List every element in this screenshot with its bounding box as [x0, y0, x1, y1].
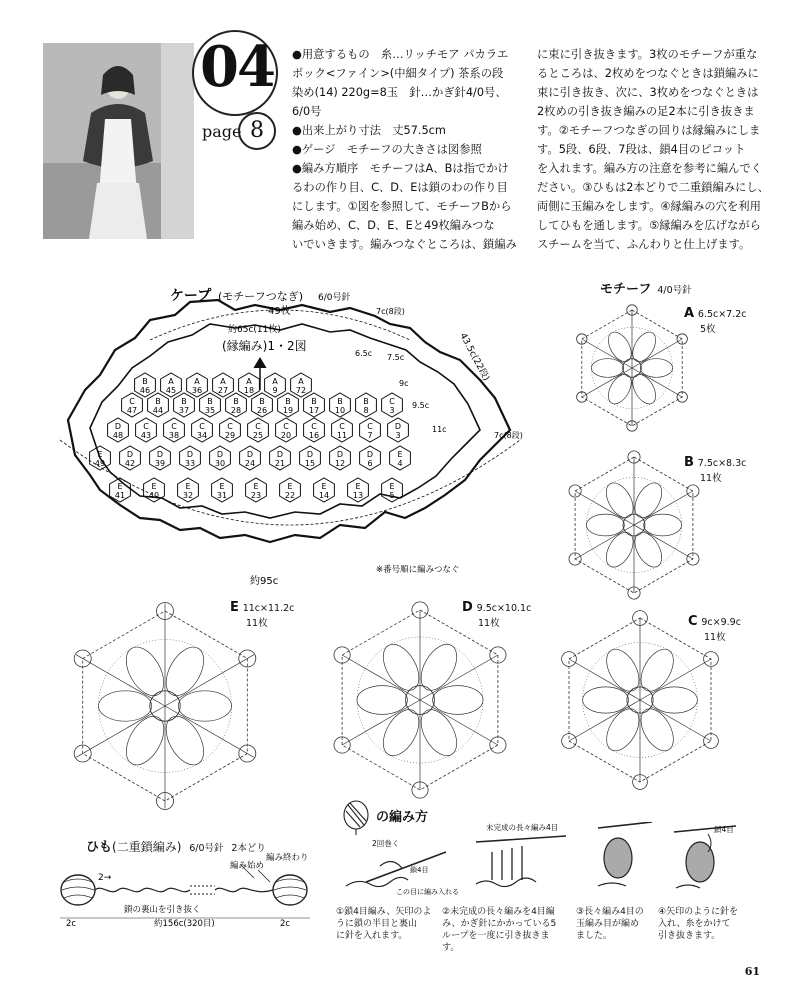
motif-number: 7: [367, 431, 373, 440]
motif-letter: D: [156, 450, 164, 459]
motif-number: 34: [196, 431, 208, 440]
motif-number: 32: [182, 491, 194, 500]
motif-letter: C: [199, 422, 205, 431]
motif-number: 16: [308, 431, 320, 440]
cord-length: 約156c(320目): [154, 919, 215, 929]
motif-letter: C: [171, 422, 177, 431]
howto-step-3: ③長々編み4目の 玉編み目が編め ました。: [576, 907, 644, 941]
text-line: 6/0号: [292, 105, 322, 118]
motif-letter: C: [389, 397, 395, 406]
motif-b-drawing: [569, 451, 699, 599]
motif-number: 6: [367, 459, 373, 468]
motif-number: 14: [318, 491, 330, 500]
motif-letter: E: [97, 450, 103, 459]
motif-number: 28: [230, 406, 242, 415]
motif-letter: B: [155, 397, 161, 406]
motif-number: 9: [272, 386, 278, 395]
howto-illustrations: [336, 822, 750, 906]
motif-letter: A: [246, 377, 252, 386]
motif-number: 46: [139, 386, 151, 395]
motif-b-label: B 7.5c×8.3c 11枚: [684, 455, 747, 484]
cape-outer-edge: [68, 300, 510, 542]
motif-letter: E: [355, 482, 361, 491]
motif-letter: D: [186, 450, 194, 459]
motif-letter: E: [321, 482, 327, 491]
motif-letter: B: [337, 397, 343, 406]
text-line: ポック<ファイン>(中細タイプ) 茶系の段: [292, 67, 504, 80]
motif-letter: A: [194, 377, 200, 386]
cord-start-label: 編み始め: [230, 861, 265, 871]
motif-number: 23: [250, 491, 262, 500]
text-line: す。5段、6段、7段は、鎖4目のピコット: [537, 143, 746, 156]
cord-diagram: [40, 850, 330, 930]
motif-number: 3: [389, 406, 395, 415]
text-line: ●出来上がり寸法 丈57.5cm: [292, 124, 446, 137]
motif-e-label: E 11c×11.2c 11枚: [230, 600, 295, 629]
cape-dim: 11c: [432, 425, 447, 434]
text-line: るわの作り目、C、D、Eは鎖のわの作り目: [292, 181, 508, 194]
motif-section-title: モチーフ 4/0号針: [600, 282, 692, 297]
motif-letter: C: [143, 422, 149, 431]
motif-letter: D: [366, 450, 374, 459]
motif-letter: B: [181, 397, 187, 406]
text-line: してひもを通します。⑤縁編みを広げながら: [537, 219, 761, 232]
howto-step-4: ④矢印のように針を 入れ、糸をかけて 引き抜きます。: [658, 907, 739, 941]
cord-end-label: 編み終わり: [266, 853, 309, 863]
motif-number: 26: [256, 406, 268, 415]
motif-letter: E: [389, 482, 395, 491]
motif-number: 39: [154, 459, 166, 468]
motif-letter: D: [126, 450, 134, 459]
motif-number: 45: [165, 386, 177, 395]
motif-number: 36: [191, 386, 203, 395]
motif-letter: C: [311, 422, 317, 431]
motif-number: 10: [334, 406, 346, 415]
motif-number: 38: [168, 431, 180, 440]
text-line: いでいきます。編みつなぐところは、鎖編み: [292, 238, 517, 251]
motif-letter: E: [219, 482, 225, 491]
howto-label: 鎖4目: [410, 866, 429, 874]
cord-end-length: 2c: [280, 919, 291, 929]
motif-letter: D: [216, 450, 224, 459]
motif-letter: B: [207, 397, 213, 406]
text-line: す。②モチーフつなぎの回りは縁編みにしま: [537, 124, 761, 137]
text-line: を入れます。編み方の注意を参考に編んでく: [537, 162, 763, 175]
motif-number: 17: [308, 406, 320, 415]
motif-letter: D: [114, 422, 122, 431]
howto-label: 鎖4目: [714, 825, 734, 834]
cape-dim: 7c(8段): [376, 307, 405, 316]
text-line: ●ゲージ モチーフの大きさは図参照: [292, 143, 482, 156]
motif-letter: A: [168, 377, 174, 386]
text-line: ●編み方順序 モチーフはA、Bは指でかけ: [292, 162, 509, 175]
cape-dim: 7.5c: [387, 353, 405, 362]
model-photo: [43, 43, 194, 239]
text-line: ださい。③ひもは2本どりで二重鎖編みにし、: [537, 181, 769, 194]
howto-step-1: ①鎖4目編み、矢印のよ うに鎖の半目と裏山 に針を入れます。: [336, 907, 432, 941]
motif-number: 24: [244, 459, 256, 468]
motif-number: 31: [216, 491, 228, 500]
cape-dim: 6.5c: [355, 349, 373, 358]
motif-letter: B: [311, 397, 317, 406]
materials-column-1: [292, 45, 522, 254]
cord-title: ひも(二重鎖編み) 6/0号針 2本どり: [86, 840, 266, 855]
cord-end-length: 2c: [66, 919, 77, 929]
motif-letter: C: [255, 422, 261, 431]
motif-letter: C: [367, 422, 373, 431]
motif-d-drawing: [334, 602, 506, 798]
text-line: 染め(14) 220g=8玉 針…かぎ針4/0号、: [292, 86, 507, 99]
motif-letter: E: [397, 450, 403, 459]
motif-a-drawing: [577, 305, 688, 431]
motif-number: 41: [114, 491, 126, 500]
howto-title: の編み方: [376, 810, 429, 825]
howto-label: この目に編み入れる: [396, 888, 459, 896]
motif-letter: A: [272, 377, 278, 386]
motif-letter: C: [283, 422, 289, 431]
motif-number: 8: [363, 406, 369, 415]
cape-width-top: 約65c(11枚): [228, 325, 281, 335]
motif-number: 49: [94, 459, 106, 468]
motif-letter: D: [306, 450, 314, 459]
motif-letter: C: [129, 397, 135, 406]
text-line: 編み始め、C、D、E、Eと49枚編みつな: [292, 219, 495, 232]
motif-number: 25: [252, 431, 264, 440]
text-line: にします。①図を参照して、モチーフBから: [292, 200, 512, 213]
motif-number: 11: [336, 431, 348, 440]
cape-edging: (縁編み)1・2図: [222, 339, 307, 353]
motif-number: 72: [295, 386, 307, 395]
motif-number: 5: [389, 491, 395, 500]
motif-number: 33: [184, 459, 196, 468]
motif-number: 15: [304, 459, 316, 468]
motif-letter: B: [233, 397, 239, 406]
motif-number: 48: [112, 431, 124, 440]
motif-d-label: D 9.5c×10.1c 11枚: [462, 600, 532, 629]
motif-letter: D: [336, 450, 344, 459]
cord-ball-right: [273, 875, 307, 905]
howto-label: 未完成の長々編み4目: [486, 823, 559, 832]
text-line: 束に引き抜き、次に、3枚めをつなぐときは: [537, 86, 759, 99]
cape-dim: 9.5c: [412, 401, 430, 410]
motif-number: 12: [334, 459, 346, 468]
cord-note: 鎖の裏山を引き抜く: [124, 905, 201, 915]
howto-step-2: ②未完成の長々編みを4目編 み、かぎ針にかかっている5 ループを一度に引き抜きます。: [442, 907, 557, 953]
motif-letter: D: [246, 450, 254, 459]
cape-note: ※番号順に編みつなぐ: [376, 565, 460, 575]
cape-diagram: [40, 280, 560, 590]
arrowhead: [254, 358, 266, 368]
cape-title: ケープ: [170, 288, 212, 304]
motif-number: 18: [243, 386, 255, 395]
text-line: に束に引き抜きます。3枚のモチーフが重な: [537, 48, 758, 61]
motif-letter: C: [227, 422, 233, 431]
cape-inner-edge: [90, 324, 480, 518]
motif-letter: C: [339, 422, 345, 431]
motif-letter: D: [276, 450, 284, 459]
cape-side-length: 43.5c(22段): [457, 331, 491, 383]
motif-number: 37: [178, 406, 190, 415]
motif-letter: E: [287, 482, 293, 491]
cape-dim: 9c: [399, 379, 409, 388]
motif-a-label: A 6.5c×7.2c 5枚: [684, 306, 747, 335]
motif-letter: E: [117, 482, 123, 491]
cord-arrow-label: 2→: [98, 873, 112, 883]
page-label: page: [202, 122, 242, 141]
motif-c-label: C 9c×9.9c 11枚: [688, 614, 741, 643]
motif-number: 44: [152, 406, 164, 415]
text-line: スチームを当て、ふんわりと仕上げます。: [537, 238, 751, 251]
motif-number: 47: [126, 406, 138, 415]
motif-number: 22: [284, 491, 296, 500]
cord-chain: [95, 888, 273, 891]
motif-letter: B: [363, 397, 369, 406]
motif-number: 4: [397, 459, 403, 468]
motif-e-drawing: [74, 603, 256, 810]
cape-width-bottom: 約95c: [250, 576, 279, 587]
motif-letter: B: [142, 377, 148, 386]
motif-letter: D: [394, 422, 402, 431]
cape-count: 49枚: [268, 306, 291, 317]
motif-letter: A: [298, 377, 304, 386]
motif-number: 42: [124, 459, 136, 468]
motif-number: 20: [280, 431, 292, 440]
motif-number: 29: [224, 431, 236, 440]
materials-column-2: [537, 45, 769, 254]
pattern-number: 04: [200, 34, 274, 100]
motif-letter: B: [285, 397, 291, 406]
motif-letter: E: [151, 482, 157, 491]
text-line: るところは、2枚めをつなぐときは鎖編みに: [537, 67, 759, 80]
page-footer-number: 61: [744, 965, 760, 978]
motif-letter: E: [185, 482, 191, 491]
motif-number: 13: [352, 491, 364, 500]
cape-subtitle: (モチーフつなぎ): [218, 290, 304, 303]
page-reference-number: 8: [238, 112, 276, 150]
cape-dim: 7c(8段): [494, 431, 523, 440]
motif-number: 3: [395, 431, 401, 440]
motif-number: 27: [217, 386, 229, 395]
howto-label: 2回巻く: [372, 839, 400, 848]
text-line: 2枚めの引き抜き編みの足2本に引き抜きま: [537, 105, 755, 118]
motif-number: 21: [274, 459, 286, 468]
motif-number: 30: [214, 459, 226, 468]
motif-number: 40: [148, 491, 160, 500]
motif-number: 35: [204, 406, 216, 415]
motif-letter: B: [259, 397, 265, 406]
text-line: ●用意するもの 糸…リッチモア パカラエ: [292, 48, 509, 61]
cape-hook: 6/0号針: [318, 293, 351, 303]
cord-ball-left: [61, 875, 95, 905]
text-line: 両側に玉編みをします。④縁編みの穴を利用: [537, 200, 761, 213]
motif-letter: E: [253, 482, 259, 491]
motif-number: 19: [282, 406, 294, 415]
motif-number: 43: [140, 431, 152, 440]
motif-letter: A: [220, 377, 226, 386]
